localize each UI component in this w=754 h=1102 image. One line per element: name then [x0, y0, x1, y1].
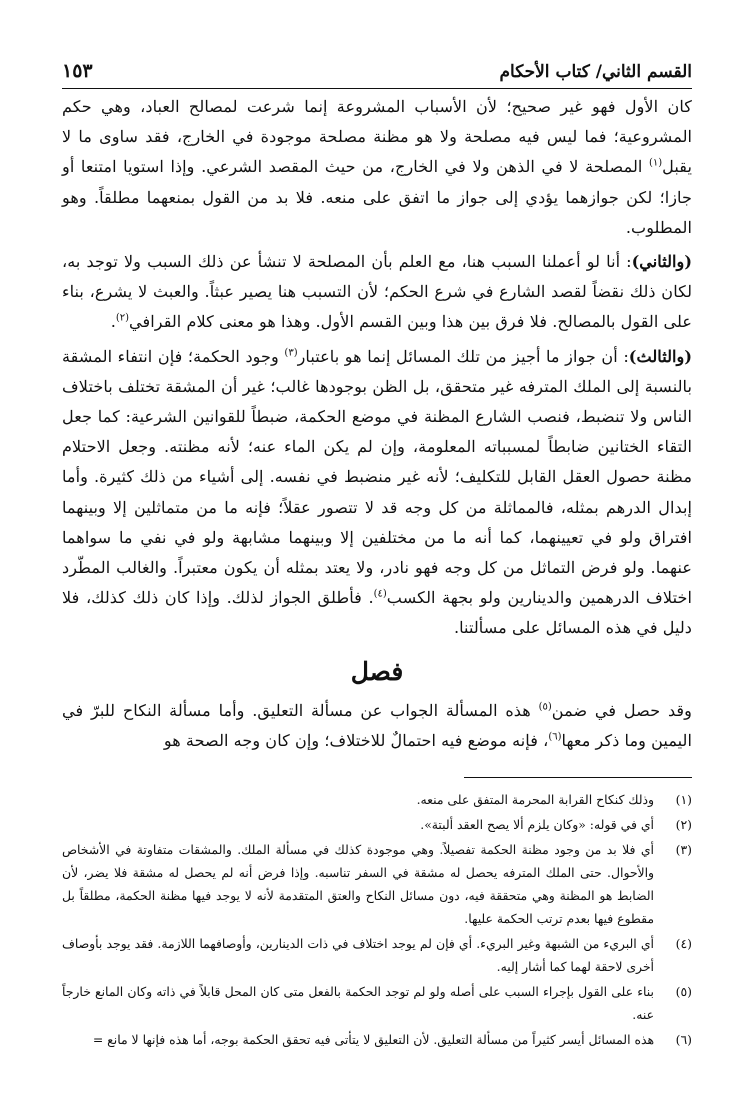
footnote-number: (٣) [675, 842, 692, 857]
footnote-ref-3[interactable]: (٣) [284, 347, 298, 359]
footnote [62, 1028, 692, 1051]
paragraph-lead: (والثاني) [631, 252, 692, 272]
footnote-ref-4[interactable]: (٤) [373, 588, 387, 600]
footnote [62, 838, 692, 930]
footnote-ref-2[interactable]: (٢) [115, 313, 130, 325]
paragraph-4: وقد حصل في ضمن$^{(٥)}$ هذه المسألة الجواب عن مسألة التعليق. وأما مسألة النكاح للبرّ في اليمين وما ذكر معها$^{(٦)}$، فإنه موضع فيه احتمالٌ للاختلاف؛ وإن كان وجه الصحة هو [62, 700, 692, 750]
footnote-text: بناء على القول بإجراء السبب على أصله ولو لم توجد الحكمة بالفعل متى كان المحل قابلاً في ذاته وكان المانع خارجاً عنه. [62, 984, 654, 1022]
footnotes [62, 788, 692, 1053]
footnote [62, 932, 692, 978]
footnote-divider [464, 777, 692, 778]
paragraph-lead: (والثالث) [628, 346, 692, 366]
footnote-number: (٢) [675, 817, 692, 832]
paragraph-3: (والثالث): أن جواز ما أجيز من تلك المسائل إنما هو باعتبار$^{(٣)}$ وجود الحكمة؛ فإن انتفاء المشقة بالنسبة إلى الملك المترفه غير متحقق، بل الظن بوجودها غالب؛ غير أن المشقة تختلف باختلاف الناس ولا تنضبط، فنصب الشارع المظنة في موضع الحكمة، ضبطاً للقوانين الشرعية: كما جعل التقاء الختانين ضابطاً لمسبباته المعلومة، وإن لم يكن الماء عنه؛ لأنه مظنته. وجعل الاحتلام مظنة حصول العقل القابل للتكليف؛ لأنه غير منضبط في نفسه. إلى أشياء من ذلك كثيرة. وأما إبدال الدرهم بمثله، فالمماثلة من كل وجه قد لا تتصور عقلاً؛ فإنه ما من متماثلين إلا وبينهما افتراق ولو في تعيينهما، كما أنه ما من مختلفين إلا وبينهما مشابهة ولو في نفي ما سواهما عنهما. ولو فرض التماثل من كل وجه فهو نادر، ولا يعتد بمثله أن يكون معتبراً. والغالب المطّرد اختلاف الدرهمين والدينارين ولو بجهة الكسب$^{(٤)}$. فأطلق الجواز لذلك. وإذا كان ذلك كذلك، فلا دليل في هذه المسائل على مسألتنا. [62, 346, 692, 638]
footnote-number: (٦) [675, 1032, 692, 1047]
main-text [62, 92, 692, 756]
footnote-text: هذه المسائل أيسر كثيراً من مسألة التعليق. لأن التعليق لا يتأتى فيه تحقق الحكمة بوجه، أما هذه فإنها لا مانع = [92, 1032, 654, 1047]
footnote [62, 980, 692, 1026]
footnote [62, 813, 692, 836]
page-header [62, 46, 692, 89]
footnote-ref-1[interactable]: (١) [648, 158, 663, 170]
footnote-number: (٥) [675, 984, 692, 999]
footnote-number: (١) [675, 792, 692, 807]
footnote [62, 788, 692, 811]
running-title: القسم الثاني/ كتاب الأحكام [499, 62, 692, 82]
footnote-number: (٤) [675, 936, 692, 951]
footnote-text: وذلك كنكاح القرابة المحرمة المتفق على منعه. [416, 792, 654, 807]
page-number: ١٥٣ [62, 60, 93, 82]
footnote-text: أي البريء من الشبهة وغير البريء. أي فإن لم يوجد اختلاف في ذات الدينارين، وأوصافهما اللازمة. فقد يوجد بأوصاف أخرى لاحقة لهما كما أشار إليه. [62, 936, 654, 974]
paragraph-2: (والثاني): أنا لو أعملنا السبب هنا، مع العلم بأن المصلحة لا تنشأ عن ذلك السبب ولا توجد به، لكان ذلك نقضاً لقصد الشارع في شرع الحكم؛ لأن التسبب هنا يصير عبثاً. والعبث لا يشرع، بناء على القول بالمصالح. فلا فرق بين هذا وبين القسم الأول. وهذا هو معنى كلام القرافي$^{(٢)}$. [62, 252, 692, 332]
footnote-ref-5[interactable]: (٥) [538, 701, 552, 713]
footnote-text: أي في قوله: «وكان يلزم ألا يصح العقد ألبتة». [420, 817, 654, 832]
paragraph-1: كان الأول فهو غير صحيح؛ لأن الأسباب المشروعة إنما شرعت لمصالح العباد، وهي حكم المشروعية؛ فما ليس فيه مصلحة ولا هو مظنة مصلحة موجودة في الخارج، فقد ساوى ما لا يقبل$^{(١)}$ المصلحة لا في الذهن ولا في الخارج، من حيث المقصد الشرعي. وإذا استويا امتنعا أو جازا؛ لكن جوازهما يؤدي إلى جواز ما اتفق على منعه. فلا بد من القول بمنعهما مطلقاً. وهو المطلوب. [62, 97, 692, 237]
section-heading: فصل [350, 656, 404, 686]
footnote-ref-6[interactable]: (٦) [548, 731, 562, 743]
footnote-text: أي فلا بد من وجود مظنة الحكمة تفصيلاً. وهي موجودة كذلك في مسألة الملك. والمشقات متفاوتة في الأشخاص والأحوال. حتى الملك المترفه يحصل له مشقة في السفر تناسبه. وإذا فرض أنه لم يحصل له مشقة فلا يضر، لأن الضابط هو المظنة وهي متحققة فيه، دون مسائل النكاح والعتق المتقدمة لأنه لا يوجد فيها مظنة الحكمة، مطلقاً بل مقطوع فيها بعدم ترتب الحكمة عليها. [62, 842, 654, 926]
